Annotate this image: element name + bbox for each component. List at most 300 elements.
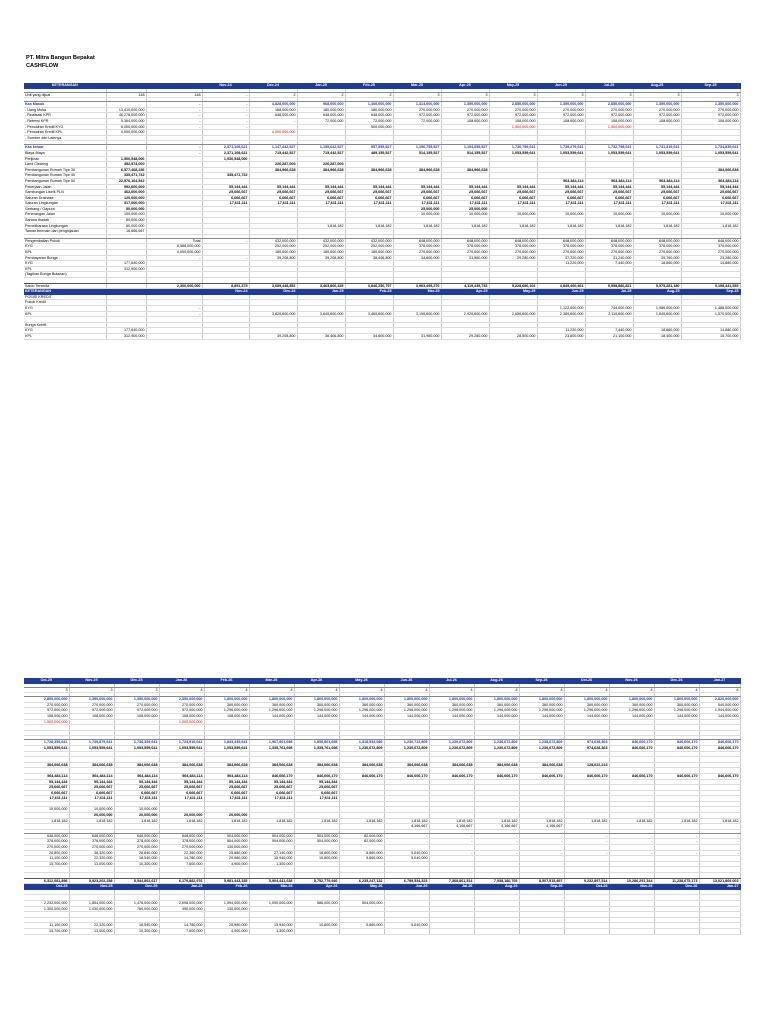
table-cell: 972,000,000: [24, 708, 69, 714]
table-cell: 648,000,000: [537, 238, 585, 244]
header-cell: Oct-25: [24, 678, 69, 683]
table-cell: 846,606,170: [249, 773, 294, 779]
table-cell: 1,053,559,641: [69, 745, 114, 751]
table-cell: 9,232,897,514: [564, 878, 609, 884]
table-cell: 846,606,170: [609, 740, 654, 746]
table-cell: 648,000,000: [345, 113, 393, 119]
table-cell: 270,000,000: [537, 250, 585, 256]
table-cell: 504,000,000: [204, 839, 249, 845]
table-cell: 972,000,000: [585, 113, 633, 119]
table-cell: 15,940,000: [249, 856, 294, 862]
table-cell: 378,000,000: [69, 839, 114, 845]
header-cell: Feb-26: [204, 678, 249, 683]
table-cell: 1,350,000,000: [681, 102, 740, 108]
table-cell: 564,484,114: [114, 773, 159, 779]
table-cell: 25,666,667: [249, 190, 297, 196]
table-cell: -: [519, 850, 564, 856]
table-cell: 1,335,761,698: [294, 745, 339, 751]
table-cell: 384,066,638: [159, 762, 204, 768]
table-cell: 4: [204, 687, 249, 693]
table-cell: May-26: [339, 884, 384, 890]
table-cell: 1,314,000,000: [393, 102, 441, 108]
table-cell: 2,110,000,000: [585, 311, 633, 317]
table-cell: 3: [633, 92, 681, 98]
table-cell: 2,371,108,621: [202, 150, 249, 156]
table-cell: -: [474, 833, 519, 839]
table-cell: 1,296,000,000: [474, 708, 519, 714]
table-cell: 1,800,000,000: [294, 697, 339, 703]
table-cell: 360,000,000: [294, 702, 339, 708]
table-cell: 18,860,000: [633, 328, 681, 334]
table-cell: 17,611,111: [294, 796, 339, 802]
table-cell: 6,799,534,323: [384, 878, 429, 884]
table-cell: 3: [393, 92, 441, 98]
table-cell: 7,600,000: [159, 928, 204, 934]
table-cell: -: [654, 850, 699, 856]
table-cell: 1,300,000: [249, 928, 294, 934]
table-cell: 1,818,182: [159, 818, 204, 824]
table-cell: 1,230,712,809: [384, 740, 429, 746]
table-cell: 4,000,000,000: [146, 250, 202, 256]
table-cell: 1,818,182: [393, 223, 441, 229]
header-cell: Dec-24: [249, 83, 297, 88]
table-cell: 26,800,000: [24, 850, 69, 856]
table-cell: 1,730,759,641: [489, 145, 537, 151]
table-cell: 648,000,000: [489, 238, 537, 244]
table-cell: 384,066,638: [384, 762, 429, 768]
table-cell: 1,818,182: [654, 818, 699, 824]
table-cell: Saluran Drainase: [24, 195, 106, 201]
table-cell: 2,920,000,000: [441, 311, 489, 317]
table-cell: [474, 928, 519, 934]
table-cell: 55,144,444: [633, 184, 681, 190]
table-cell: 4: [519, 687, 564, 693]
table-cell: 18,400,000: [633, 333, 681, 339]
table-cell: 29,280,000: [441, 333, 489, 339]
table-cell: [202, 333, 249, 339]
table-cell: 6,666,667: [159, 790, 204, 796]
table-cell: 384,066,638: [114, 762, 159, 768]
table-cell: 6,235,247,132: [339, 878, 384, 884]
table-cell: Aug-25: [633, 289, 681, 295]
table-cell: 1,155,642,527: [297, 145, 345, 151]
table-cell: Jul-26: [429, 884, 474, 890]
table-cell: 270,000,000: [159, 845, 204, 851]
table-cell: - Realisasi KPR: [24, 113, 106, 119]
table-cell: 25,666,667: [393, 190, 441, 196]
table-cell: 144,000,000: [699, 713, 740, 719]
table-cell: Dec-26: [654, 884, 699, 890]
table-cell: 384,966,638: [441, 167, 489, 173]
table-cell: Pembangunan Rumah Tipe 50: [24, 178, 106, 184]
table-cell: 5,040,000: [384, 856, 429, 862]
table-cell: 55,144,444: [441, 184, 489, 190]
table-cell: POSISI KREDIT: [24, 294, 106, 300]
table-cell: 25,666,667: [24, 785, 69, 791]
table-cell: 6,588,000,000: [146, 244, 202, 250]
table-cell: 25,666,667: [633, 190, 681, 196]
table-cell: 4: [609, 687, 654, 693]
table-cell: 270,000,000: [69, 845, 114, 851]
table-cell: 270,000,000: [159, 702, 204, 708]
table-cell: 5,228,680,102: [489, 283, 537, 289]
table-cell: 1,000,000,000: [159, 719, 204, 725]
table-cell: 360,000,000: [474, 702, 519, 708]
table-cell: 3: [441, 92, 489, 98]
table-cell: 20,000,000: [159, 813, 204, 819]
table-cell: 378,000,000: [393, 244, 441, 250]
table-cell: Oct-26: [564, 884, 609, 890]
table-cell: 6,666,667: [249, 790, 294, 796]
table-cell: 4: [429, 687, 474, 693]
table-cell: Unit yang dijual: [24, 92, 106, 98]
table-cell: 6,666,667: [441, 195, 489, 201]
header-cell: Jun-26: [384, 678, 429, 683]
table-cell: 1,800,000,000: [249, 697, 294, 703]
table-cell: 7,440,000: [585, 328, 633, 334]
table-cell: 270,000,000: [489, 107, 537, 113]
table-cell: 25,666,667: [537, 190, 585, 196]
table-cell: 270,000,000: [681, 250, 740, 256]
table-cell: 17,611,111: [204, 796, 249, 802]
table-cell: 108,000,000: [489, 118, 537, 124]
table-cell: 312,900,000: [106, 266, 146, 272]
table-cell: 1,800,000,000: [429, 697, 474, 703]
table-cell: 1,296,000,000: [564, 708, 609, 714]
table-cell: 1,053,559,641: [585, 150, 633, 156]
table-cell: 540,000,000: [699, 702, 740, 708]
table-cell: 6,666,667: [537, 195, 585, 201]
table-cell: 21,100,000: [585, 333, 633, 339]
header-cell: Feb-25: [345, 83, 393, 88]
table-cell: 128,022,213: [564, 762, 609, 768]
table-cell: 1,488,000,000: [681, 305, 740, 311]
table-cell: 31,960,000: [441, 255, 489, 261]
table-cell: -: [384, 839, 429, 845]
table-cell: 586,000,000: [294, 900, 339, 906]
table-cell: 6,666,667: [249, 195, 297, 201]
table-cell: 6,577,468,236: [106, 167, 146, 173]
table-cell: 2,350,000,000: [159, 697, 204, 703]
table-cell: 4: [159, 687, 204, 693]
table-cell: 100,000,000: [106, 212, 146, 218]
table-cell: Saluran Lingkungan: [24, 201, 106, 207]
table-cell: 6,666,667: [633, 195, 681, 201]
table-cell: 648,000,000: [69, 833, 114, 839]
table-cell: 22,360,000: [159, 850, 204, 856]
table-cell: 3,640,000,000: [297, 311, 345, 317]
table-cell: Oct-25: [24, 884, 69, 890]
table-cell: 4,000,000,000: [249, 130, 297, 136]
table-cell: 1,818,182: [297, 223, 345, 229]
table-cell: -: [249, 118, 297, 124]
table-cell: 974,628,363: [564, 745, 609, 751]
table-cell: 25,666,667: [114, 785, 159, 791]
table-cell: 846,606,170: [519, 773, 564, 779]
table-cell: 4: [384, 687, 429, 693]
table-cell: 4,119,439,743: [441, 283, 489, 289]
table-cell: 1,350,000,000: [114, 697, 159, 703]
table-cell: 17,611,111: [681, 201, 740, 207]
table-cell: 130,000,000: [204, 845, 249, 851]
table-cell: 148: [106, 92, 146, 98]
table-cell: - Uang Muka: [24, 107, 106, 113]
table-cell: - Pencairan Kredit KPL: [24, 130, 106, 136]
table-cell: 1,053,559,641: [24, 745, 69, 751]
header-cell: Sep-25: [681, 83, 740, 88]
table-cell: 2: [297, 92, 345, 98]
table-cell: 144,000,000: [384, 713, 429, 719]
header-cell: Jan-25: [297, 83, 345, 88]
table-cell: 1,739,279,641: [537, 145, 585, 151]
table-row: [24, 333, 740, 339]
table-cell: [609, 928, 654, 934]
table-cell: 11,100,000: [24, 923, 69, 929]
table-cell: 384,066,638: [474, 762, 519, 768]
table-cell: 504,000,000: [204, 833, 249, 839]
table-cell: 1,728,359,641: [24, 740, 69, 746]
table-cell: 4,166,667: [474, 824, 519, 830]
table-cell: 846,606,170: [609, 745, 654, 751]
table-cell: 2,371,108,621: [202, 145, 249, 151]
table-cell: 20,980,000: [204, 923, 249, 929]
table-cell: Sep-25: [681, 289, 740, 295]
table-cell: 744,000,000: [585, 305, 633, 311]
table-cell: 462,000,000: [106, 190, 146, 196]
table-cell: 972,000,000: [114, 708, 159, 714]
table-cell: 10,000,000: [114, 807, 159, 813]
table-cell: 20,000,000: [114, 813, 159, 819]
table-cell: 2,820,000,000: [699, 697, 740, 703]
table-cell: Mar-25: [393, 289, 441, 295]
table-cell: -: [202, 255, 249, 261]
table-cell: 1,800,000,000: [474, 697, 519, 703]
table-cell: 5,198,441,539: [681, 283, 740, 289]
header-cell: Jan-27: [699, 678, 740, 683]
table-cell: 252,000,000: [345, 244, 393, 250]
table-cell: 6,666,667: [681, 195, 740, 201]
table-cell: Apr-25: [441, 289, 489, 295]
table-cell: 80,000,000: [106, 218, 146, 224]
table-cell: 1,818,182: [585, 223, 633, 229]
table-cell: 23,800,000: [537, 333, 585, 339]
table-cell: 14,880,000: [681, 261, 740, 267]
table-cell: Land Clearing: [24, 162, 106, 168]
table-cell: 957,555,527: [345, 145, 393, 151]
table-cell: 17,611,111: [159, 796, 204, 802]
table-cell: 1,300,000: [249, 861, 294, 867]
table-cell: 384,066,638: [339, 762, 384, 768]
table-cell: - Pencairan Kredit KYG: [24, 124, 106, 130]
table-cell: 992,600,000: [106, 184, 146, 190]
table-cell: 6,312,081,898: [24, 878, 69, 884]
table-cell: 1,500,548,000: [106, 156, 146, 162]
table-cell: 1,818,182: [429, 818, 474, 824]
table-cell: Feb-26: [204, 884, 249, 890]
table-cell: 1,053,559,641: [537, 150, 585, 156]
table-cell: -: [146, 118, 202, 124]
table-cell: 39,208,800: [297, 255, 345, 261]
table-cell: 180,000,000: [297, 107, 345, 113]
table-cell: -: [202, 238, 249, 244]
table-cell: Kas keluar: [24, 145, 106, 151]
table-cell: 1,500,000,000: [585, 124, 633, 130]
table-cell: May-25: [489, 289, 537, 295]
table-cell: 39,760,000: [633, 255, 681, 261]
table-cell: 130,000,000: [204, 906, 249, 912]
table-cell: 384,066,638: [519, 762, 564, 768]
table-cell: 1,300,000,000: [24, 906, 69, 912]
table-cell: KPL: [24, 266, 106, 272]
table-cell: 1,350,000,000: [633, 102, 681, 108]
table-cell: -: [699, 839, 740, 845]
table-cell: 1,053,559,641: [114, 745, 159, 751]
table-cell: 648,000,000: [393, 238, 441, 244]
table-cell: -: [609, 839, 654, 845]
table-cell: -: [519, 833, 564, 839]
table-cell: 384,066,638: [429, 762, 474, 768]
table-cell: 1,738,399,641: [114, 740, 159, 746]
table-cell: 1,053,559,641: [633, 150, 681, 156]
table-cell: 17,611,111: [114, 796, 159, 802]
table-cell: 1,967,801,698: [249, 740, 294, 746]
table-cell: Pembangunan Rumah Tipe 36: [24, 167, 106, 173]
table-cell: 846,606,170: [609, 773, 654, 779]
table-cell: 6,666,667: [585, 195, 633, 201]
table-cell: 1,818,182: [294, 818, 339, 824]
table-cell: Pokok Kredit: [24, 300, 106, 306]
table-cell: 148: [146, 92, 202, 98]
table-cell: 968,000,000: [297, 102, 345, 108]
table-cell: 17,611,111: [249, 796, 294, 802]
table-cell: 25,666,667: [249, 785, 294, 791]
header-cell: Oct-26: [564, 678, 609, 683]
table-cell: Nov-26: [609, 884, 654, 890]
table-cell: 17,611,111: [249, 201, 297, 207]
table-cell: 10,300,000: [114, 928, 159, 934]
table-cell: 1,818,182: [345, 223, 393, 229]
table-cell: 846,606,170: [564, 773, 609, 779]
table-cell: 177,640,000: [106, 328, 146, 334]
table-cell: 6,666,667: [294, 790, 339, 796]
table-cell: 378,000,000: [633, 244, 681, 250]
table-cell: 25,666,667: [202, 190, 249, 196]
table-cell: 82,000,000: [339, 839, 384, 845]
table-cell: 17,611,111: [69, 796, 114, 802]
table-cell: 144,000,000: [474, 713, 519, 719]
table-cell: 10,000,000: [681, 212, 740, 218]
table-cell: -: [146, 255, 202, 261]
table-cell: 360,000,000: [564, 702, 609, 708]
table-cell: 29,280,000: [489, 255, 537, 261]
table-cell: -: [699, 850, 740, 856]
table-cell: 1,800,000,000: [204, 697, 249, 703]
table-cell: 11,238,675,173: [654, 878, 699, 884]
table-cell: 3: [24, 687, 69, 693]
table-cell: 2: [249, 92, 297, 98]
table-cell: 270,000,000: [441, 250, 489, 256]
table-cell: -: [564, 833, 609, 839]
table-cell: 270,000,000: [585, 107, 633, 113]
table-row: [24, 928, 740, 934]
table-cell: 18,540,000: [114, 923, 159, 929]
table-cell: 4,166,667: [384, 824, 429, 830]
table-cell: Jun-26: [384, 884, 429, 890]
table-cell: 846,606,170: [699, 740, 740, 746]
table-cell: 108,000,000: [537, 118, 585, 124]
table-cell: 31,240,000: [585, 255, 633, 261]
table-cell: 168,000,000: [249, 107, 297, 113]
table-cell: 108,000,000: [585, 118, 633, 124]
table-cell: 3,463,806,325: [297, 283, 345, 289]
table-cell: 10,000,000: [24, 807, 69, 813]
table-cell: 384,066,638: [249, 762, 294, 768]
table-cell: 36,406,800: [297, 333, 345, 339]
table-cell: KPL: [24, 311, 106, 317]
table-cell: 1,030,000,000: [69, 906, 114, 912]
table-cell: 514,155,527: [441, 150, 489, 156]
table-cell: 6,666,667: [393, 195, 441, 201]
header-cell: Mar-26: [249, 678, 294, 683]
table-cell: 5,364,000,000: [106, 118, 146, 124]
table-cell: 46,276,000,000: [106, 113, 146, 119]
table-cell: 108,000,000: [681, 118, 740, 124]
table-cell: 270,000,000: [24, 845, 69, 851]
header-cell: Apr-26: [294, 678, 339, 683]
table-cell: 17,611,111: [537, 201, 585, 207]
table-cell: 14,780,000: [159, 856, 204, 862]
table-cell: 378,000,000: [489, 244, 537, 250]
table-cell: 1,732,798,641: [585, 145, 633, 151]
table-cell: 252,000,000: [297, 244, 345, 250]
table-cell: 72,000,000: [297, 118, 345, 124]
table-cell: 144,000,000: [564, 713, 609, 719]
table-cell: 1,800,000,000: [519, 697, 564, 703]
table-cell: 846,606,170: [654, 773, 699, 779]
table-cell: Feb-25: [345, 289, 393, 295]
table-cell: 270,000,000: [585, 250, 633, 256]
table-cell: 270,000,000: [114, 702, 159, 708]
table-cell: 1,856,801,698: [294, 740, 339, 746]
table-cell: 270,000,000: [393, 107, 441, 113]
table-cell: 1,230,672,809: [339, 745, 384, 751]
table-cell: - Sumber dari Lainnya: [24, 135, 106, 141]
table-cell: 648,000,000: [681, 238, 740, 244]
table-cell: 177,640,000: [106, 261, 146, 267]
table-cell: 378,000,000: [114, 839, 159, 845]
table-cell: 108,000,000: [24, 713, 69, 719]
table-cell: 5,752,779,940: [294, 878, 339, 884]
table-cell: 1,122,000,000: [537, 305, 585, 311]
table-cell: 144,000,000: [609, 713, 654, 719]
table-cell: 13,021,869,003: [699, 878, 740, 884]
table-cell: Saldo Tersedia: [24, 283, 106, 289]
table-cell: 1,053,559,641: [681, 150, 740, 156]
table-cell: 360,000,000: [519, 702, 564, 708]
table-cell: 1,818,182: [24, 818, 69, 824]
table-cell: 1,296,000,000: [339, 708, 384, 714]
table-cell: 1,818,182: [633, 223, 681, 229]
table-cell: 37,720,000: [537, 255, 585, 261]
table-cell: 504,000,000: [294, 833, 339, 839]
table-cell: 13,000,000: [69, 861, 114, 867]
table-cell: [294, 928, 339, 934]
table-cell: 1,930,548,000: [202, 156, 249, 162]
company-name: PT. Mitra Bangun Bepakat: [26, 55, 95, 61]
table-cell: 846,606,170: [699, 773, 740, 779]
table-cell: 846,606,170: [294, 773, 339, 779]
table-cell: 4: [654, 687, 699, 693]
